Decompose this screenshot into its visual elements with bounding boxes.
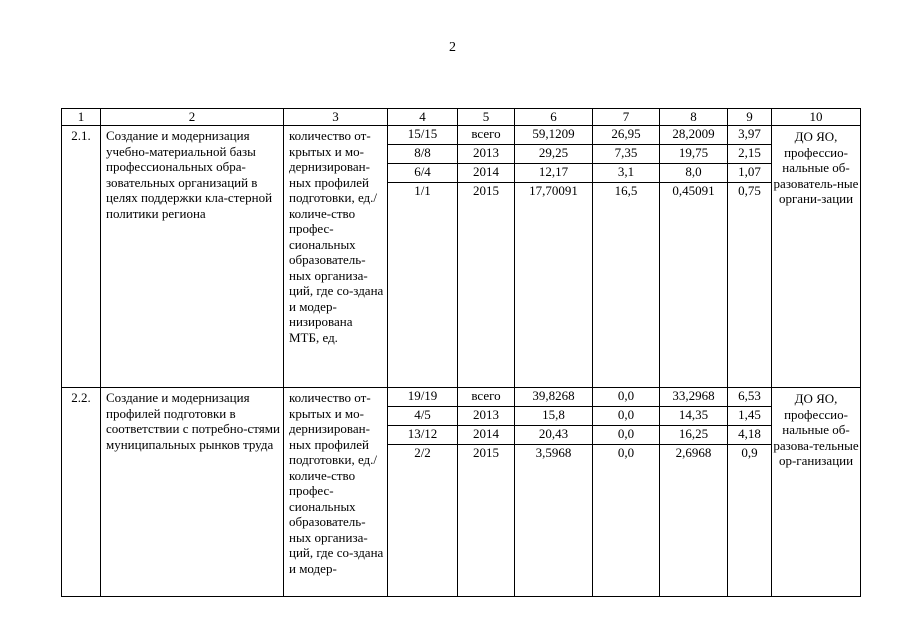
value-cell: 0,0 [593,388,659,407]
value-cell: 2/2 [414,445,431,460]
year-cell: 2013 [458,145,514,164]
col-header-3: 3 [284,109,388,126]
executor-text: ДО ЯО, профессио-нальные об-разователь-ные органи-зации [772,126,861,388]
table-row [62,388,861,597]
measure-name: Создание и модернизация учебно-материальной базы профессиональных обра-зовательных организаций в целях поддержки кла-стерной политики региона [101,126,284,388]
cell-col8 [660,126,728,388]
row-number: 2.2. [62,388,101,597]
cell-col5 [458,126,515,388]
value-cell: 7,35 [593,145,659,164]
value-cell: 1,45 [728,407,771,426]
header-row [62,109,861,126]
value-cell: 39,8268 [515,388,592,407]
col-header-2: 2 [101,109,284,126]
value-cell: 6/4 [388,164,457,183]
value-cell: 15/15 [388,126,457,145]
row-number: 2.1. [62,126,101,388]
col-header-4: 4 [388,109,458,126]
cell-col7 [593,388,660,597]
value-cell: 29,25 [515,145,592,164]
cell-col9 [728,388,772,597]
cell-col4 [388,126,458,388]
value-cell: 4,18 [728,426,771,445]
value-cell: 17,70091 [529,183,578,198]
cell-col7 [593,126,660,388]
value-cell: 28,2009 [660,126,727,145]
col-header-7: 7 [593,109,660,126]
table-row [62,126,861,388]
value-cell: 14,35 [660,407,727,426]
col-header-8: 8 [660,109,728,126]
value-cell: 1,07 [728,164,771,183]
value-cell: 2,15 [728,145,771,164]
value-cell: 20,43 [515,426,592,445]
indicator-text: количество от-крытых и мо-дернизирован-ных профилей подготовки, ед./ количе-ство профес-сиональных образователь-ных организа-ций, где со-здана и модер- [284,388,388,597]
col-header-10: 10 [772,109,861,126]
year-cell: всего [458,388,514,407]
cell-col5 [458,388,515,597]
page-number: 2 [449,40,456,55]
cell-col4 [388,388,458,597]
value-cell: 19,75 [660,145,727,164]
cell-col6 [515,126,593,388]
value-cell: 0,9 [741,445,758,460]
value-cell: 33,2968 [660,388,727,407]
col-header-5: 5 [458,109,515,126]
year-cell: 2014 [458,164,514,183]
value-cell: 0,45091 [672,183,715,198]
indicator-text: количество от-крытых и мо-дернизирован-ных профилей подготовки, ед./ количе-ство профес-сиональных образователь-ных организа-ций, где со-здана и модер-низирована МТБ, ед. [284,126,388,388]
year-cell: 2015 [473,445,499,460]
year-cell: 2013 [458,407,514,426]
col-header-1: 1 [62,109,101,126]
value-cell: 15,8 [515,407,592,426]
value-cell: 13/12 [388,426,457,445]
value-cell: 59,1209 [515,126,592,145]
value-cell: 3,97 [728,126,771,145]
value-cell: 3,5968 [535,445,572,460]
value-cell: 0,75 [738,183,761,198]
value-cell: 16,25 [660,426,727,445]
value-cell: 16,5 [614,183,638,198]
col-header-6: 6 [515,109,593,126]
value-cell: 8/8 [388,145,457,164]
value-cell: 4/5 [388,407,457,426]
cell-col9 [728,126,772,388]
value-cell: 8,0 [660,164,727,183]
value-cell: 26,95 [593,126,659,145]
value-cell: 19/19 [388,388,457,407]
col-header-9: 9 [728,109,772,126]
year-cell: 2014 [458,426,514,445]
value-cell: 0,0 [593,426,659,445]
year-cell: всего [458,126,514,145]
value-cell: 2,6968 [675,445,712,460]
value-cell: 0,0 [617,445,635,460]
value-cell: 12,17 [515,164,592,183]
year-cell: 2015 [473,183,499,198]
value-cell: 6,53 [728,388,771,407]
measure-name: Создание и модернизация профилей подготовки в соответствии с потребно-стями муниципальных рынков труда [101,388,284,597]
value-cell: 1/1 [414,183,431,198]
cell-col6 [515,388,593,597]
program-table [61,108,861,597]
executor-text: ДО ЯО, профессио-нальные об-разова-тельные ор-ганизации [772,388,861,597]
value-cell: 0,0 [593,407,659,426]
cell-col8 [660,388,728,597]
value-cell: 3,1 [593,164,659,183]
